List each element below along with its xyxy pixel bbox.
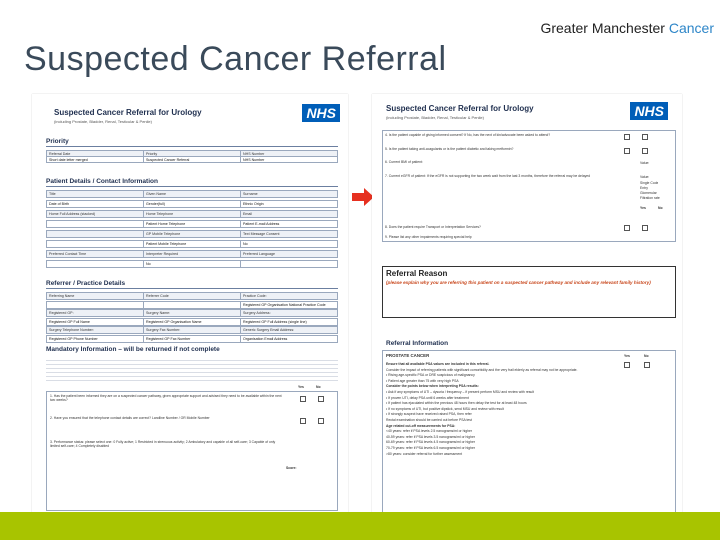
table-cell: Practice Code: [241,293,337,299]
guidance-line: >80 years: consider referral for further assessment [386,451,463,456]
mandatory-item-2: 2. Have you ensured that the telephone contact details are correct? Landline Number / OR Mobile Number [50,416,210,420]
question-6: 6. Current BMI of patient: [385,160,423,164]
info-yes-label: Yes [624,354,630,358]
mandatory-1-no-checkbox[interactable] [318,396,324,402]
table-cell: Patient Mobile Telephone [144,241,241,247]
table-cell: Registered GP Full Address (single line) [243,319,307,324]
table-cell: Registered GP Organisation Name [144,319,241,325]
q5-yes-checkbox[interactable] [624,148,630,154]
referral-reason-title: Referral Reason [386,269,448,278]
table-cell [241,261,337,267]
guidance-line: • Patient age greater than 75 with very high PSA [386,378,459,383]
referrer-rule [46,288,338,289]
table-row [46,335,338,343]
table-cell: Home Telephone [144,211,241,217]
referral-reason-subtitle: (please explain why you are referring this patient on a suspected cancer pathway and include any relevant family history) [386,280,651,285]
guidance-line: • Ask if any symptoms of UTI – dysuria / frequency – if present perform MSU and review with result [386,389,534,394]
table-cell [47,231,144,237]
table-cell: Home Full Address (stacked) [47,211,144,217]
table-cell: Registered GP Phone Number [47,336,144,342]
table-row [46,240,338,248]
table-cell: Gender(full) [144,201,241,207]
table-row [46,292,338,300]
guidance-line: • If proven UTI, delay PSA until 6 weeks after treatment [386,395,469,400]
table-cell: Surname [241,191,337,197]
red-arrow-icon [352,188,374,206]
priority-value-row [46,156,338,163]
info-no-label: No [644,354,649,358]
table-cell [47,261,144,267]
table-cell: Referring Name [47,293,144,299]
table-cell: GP Mobile Telephone [144,231,241,237]
org-header [540,20,714,36]
table-cell: Ethnic Origin [243,202,264,206]
mandatory-2-no-checkbox[interactable] [318,418,324,424]
table-row [46,210,338,218]
table-cell: Registered GP: [47,310,144,316]
priority-value-cell: Short date letter merged [47,157,144,162]
question-8: 8. Does the patient require Transport or Interpretation Services? [385,225,481,229]
q8-yes-checkbox[interactable] [624,225,630,231]
mandatory-item-1: 1. Has the patient been informed they are on a suspected cancer pathway, given appropriate support and advised they need to be available within the next two weeks? [50,394,282,403]
table-row [46,301,338,309]
guidance-line: Age related cut-off measurements for PSA: [386,423,456,428]
table-row [46,318,338,326]
table-cell: Text Message Consent [241,231,337,237]
table-cell [47,221,144,227]
q4-no-checkbox[interactable] [642,134,648,140]
q7-value-label: Value: [640,175,650,179]
guidance-line: • If patient has ejaculated within the previous 48 hours then delay the test for at least 48 hours [386,401,527,406]
q8-no-checkbox[interactable] [642,225,648,231]
table-cell: Registered GP Organisation National Practice Code [243,302,326,307]
table-cell: Surgery Fax Number: [144,327,241,333]
right-doc-title: Suspected Cancer Referral for Urology [386,104,534,113]
mandatory-1-yes-checkbox[interactable] [300,396,306,402]
left-doc-title: Suspected Cancer Referral for Urology [54,108,202,117]
table-cell: Preferred Language [241,251,337,257]
guidance-line: • If no symptoms of UTI, but positive dipstick, send MSU and review with result [386,406,504,411]
guidance-line: Rectal examination should be carried out before PSA test [386,417,472,422]
guidance-line: 70-79 years: refer if PSA levels 6.5 nanograms/ml or higher [386,445,475,450]
table-cell: Preferred Contact Time [47,251,144,257]
table-cell [47,241,144,247]
table-row [46,220,338,228]
table-cell: Generic Surgery Email Address: [241,327,337,333]
footer-bar [0,512,720,540]
table-cell: Title [47,191,144,197]
table-cell: Referrer Code [144,293,241,299]
priority-value-cell: Suspected Cancer Referral [144,157,241,162]
table-cell: Date of Birth [47,201,144,207]
guidance-line: 40-59 years: refer if PSA levels 3.5 nanograms/ml or higher [386,434,475,439]
table-cell: No [243,242,248,246]
table-row [46,309,338,317]
priority-header-cell: Priority [144,151,241,156]
q4-yes-checkbox[interactable] [624,134,630,140]
priority-rule [46,146,338,147]
right-document-image [372,94,682,518]
table-row [46,250,338,258]
table-row [46,230,338,238]
table-row [46,190,338,198]
referral-info-heading: Referral Information [386,340,449,347]
slide-title: Suspected Cancer Referral [24,40,447,78]
table-cell: Email [241,211,337,217]
table-cell: Registered GP Fax Number [144,336,241,342]
guidance-line: • If strongly suspect have received raised PSA, then refer [386,412,472,417]
mandatory-heading: Mandatory Information – will be returned if not complete [46,346,220,353]
mandatory-no-label: No [316,385,321,389]
q7-filtration-label: Filtration rate [640,196,660,200]
table-cell: Surgery Name: [144,310,241,316]
left-doc-subtitle: (including Prostate, Bladder, Renal, Testicular & Penile) [54,119,152,124]
left-document-image [32,94,348,518]
patient-rule [46,186,338,187]
question-5: 5. Is the patient taking anti-coagulants or is the patient diabetic and taking metformin? [385,147,514,151]
nhs-logo: NHS [302,104,340,122]
question-4: 4. Is the patient capable of giving informed consent? If No, has the next of kin/advocate been asked to attend? [385,133,551,137]
prostate-cancer-heading: PROSTATE CANCER [386,354,430,358]
question-7: 7. Current eGFR of patient: If the eGFR is not supporting the two week wait from the last 3 months, therefore the referral may be delayed [385,174,591,178]
guidance-line: 60-69 years: refer if PSA levels 4.5 nanograms/ml or higher [386,440,475,445]
table-cell: Interpreter Required [144,251,241,257]
mandatory-2-yes-checkbox[interactable] [300,418,306,424]
table-cell: Registered GP Full Name [47,319,144,325]
q8-yes-label: Yes [640,206,646,210]
right-doc-subtitle: (including Prostate, Bladder, Renal, Testicular & Penile) [386,115,484,120]
mandatory-item-3: 3. Performance status: please select one: 0 Fully active; 1 Restricted in strenuous activity; 2 Ambulatory and capable of all self-care; 3 Capable of only limited self-care; 4 Completely disabled [50,440,276,449]
priority-header-cell: Referral Date [47,151,144,156]
q7-entry-label: Entry [640,186,648,190]
table-cell: Patient E-mail Address [243,222,280,226]
priority-heading: Priority [46,138,69,145]
table-row [46,260,338,268]
priority-value-cell: NHS Number [243,158,265,162]
q8-no-label: No [658,206,663,210]
table-cell: Surgery Address: [241,310,337,316]
mandatory-intro-text [46,357,338,383]
patient-heading: Patient Details / Contact Information [46,178,158,185]
q7-code-label: Single Code [640,181,659,185]
score-label: Score: [286,466,297,470]
question-9: 9. Please list any other impairments requiring special help [385,235,472,239]
table-cell: Organisation Email Address [243,336,288,341]
guidance-line: • Rising age-specific PSA or DRE suspicious of malignancy [386,373,475,378]
q5-no-checkbox[interactable] [642,148,648,154]
table-row [46,326,338,334]
table-row [46,200,338,208]
table-cell [47,302,144,308]
priority-header-cell: NHS Number [241,151,337,156]
guidance-line: Consider the impact of referring patients with significant comorbidity and the very frail elderly as referral may not be appropriate. [386,367,578,372]
mandatory-yes-label: Yes [298,385,304,389]
nhs-logo: NHS [630,102,668,120]
table-cell: Given Name [144,191,241,197]
prostate-guidance-text [386,362,616,457]
org-header-accent: Cancer [668,20,714,36]
guidance-line: <40 years: refer if PSA levels 2.5 nanograms/ml or higher [386,429,473,434]
table-cell: No [144,261,241,267]
org-header-prefix: Greater Manchester [540,20,669,36]
guidance-line: Consider the points below when interpreting PSA results: [386,384,479,389]
table-cell [144,302,241,308]
table-cell: Patient Home Telephone [144,221,241,227]
q7-glomerular-label: Glomerular [640,191,657,195]
q6-value-label: Value: [640,161,650,165]
guidance-line: Ensure that all available PSA values are included in this referral. [386,362,490,366]
table-cell: Surgery Telephone Number: [47,327,144,333]
referrer-heading: Referrer / Practice Details [46,280,126,287]
referral-reason-box[interactable] [382,266,676,318]
